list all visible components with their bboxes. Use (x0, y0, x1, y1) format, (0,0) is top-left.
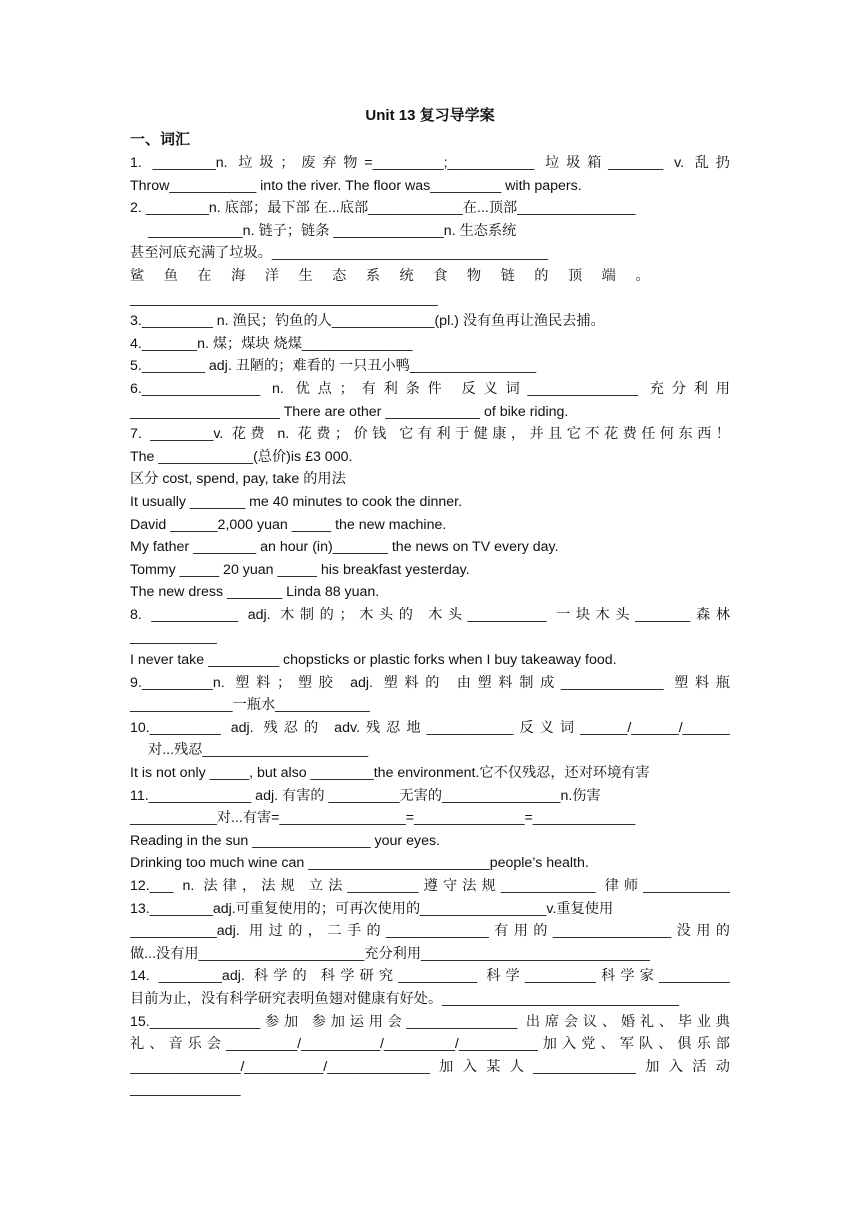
text-line: 9._________n. 塑料；塑胶 adj. 塑料的 由塑料制成_____________ 塑料瓶 (130, 674, 730, 691)
text-line: 1. ________n. 垃圾；废弃物=_________;___________ 垃圾箱_______ v. 乱扔 (130, 155, 730, 171)
text-line: ___________对...有害=________________=______________=_____________ (130, 810, 636, 827)
text-line: _____________一瓶水____________ (130, 697, 370, 714)
text-line: Reading in the sun _______________ your eyes. (130, 832, 441, 849)
text-line: ______________/__________/_____________加入某人_____________加入活动 (130, 1058, 730, 1075)
text-line: 5.________ adj. 丑陋的；难看的 一只丑小鸭________________ (130, 358, 537, 375)
section-heading: 一、词汇 (130, 131, 191, 148)
text-line: 11._____________ adj. 有害的 _________无害的_______________n.伤害 (130, 787, 601, 804)
text-line: ______________ (130, 1081, 241, 1098)
text-line: My father ________ an hour (in)_______ the news on TV every day. (130, 539, 559, 556)
text-line: ___________adj. 用过的，二手的_____________有用的_______________没用的 (130, 923, 730, 940)
text-line: 2. ________n. 底部；最下部 在...底部____________在...顶部_______________ (130, 200, 636, 217)
text-line: The ____________(总价)is £3 000. (130, 448, 353, 465)
text-line: 做...没有用_____________________充分利用_____________________________ (130, 945, 650, 962)
text-line: It is not only _____, but also ________the environment.它不仅残忍，还对环境有害 (130, 765, 650, 782)
text-line: I never take _________ chopsticks or plastic forks when I buy takeaway food. (130, 652, 617, 669)
text-line: ___________________ There are other ____________ of bike riding. (130, 403, 569, 420)
text-line: 10._________ adj. 残忍的 adv.残忍地___________反义词______/______/______ (130, 719, 730, 736)
text-line: 对...残忍_____________________ (148, 742, 369, 759)
text-line: Tommy _____ 20 yuan _____ his breakfast yesterday. (130, 561, 470, 578)
text-line: 4._______n. 煤；煤块 烧煤______________ (130, 335, 413, 352)
text-line: 甚至河底充满了垃圾。___________________________________ (130, 245, 549, 262)
text-line: ___________ (130, 629, 217, 646)
text-line: 区分 cost, spend, pay, take 的用法 (130, 471, 346, 488)
text-line: Throw___________ into the river. The floor was_________ with papers. (130, 177, 582, 194)
text-line: It usually _______ me 40 minutes to cook the dinner. (130, 493, 463, 510)
worksheet-page (130, 104, 730, 1101)
text-line: David ______2,000 yuan _____ the new machine. (130, 516, 447, 533)
text-line: The new dress _______ Linda 88 yuan. (130, 584, 380, 601)
text-line: 3._________ n. 渔民；钓鱼的人_____________(pl.) 没有鱼再让渔民去捕。 (130, 313, 605, 330)
page-title: Unit 13 复习导学案 (365, 107, 495, 124)
text-line: 目前为止，没有科学研究表明鱼翅对健康有好处。______________________________ (130, 990, 679, 1007)
text-line: 14. ________adj. 科学的 科学研究__________ 科学_________科学家_________ (130, 968, 730, 985)
text-line: 12.___ n. 法律，法规 立法_________遵守法规____________ 律师___________ (130, 878, 730, 894)
text-line: 15.______________参加 参加运用会______________ 出席会议、婚礼、毕业典 (130, 1013, 730, 1030)
text-line: 7. ________v. 花费 n. 花费；价钱 它有利于健康，并且它不花费任何东西！ (130, 426, 730, 443)
text-line: ____________n. 链子；链条 ______________n. 生态系统 (148, 222, 517, 239)
text-line: 礼、音乐会_________/__________/_________/__________加入党、军队、俱乐部 (130, 1036, 730, 1053)
text-line: _______________________________________ (130, 290, 438, 307)
text-line: 鲨鱼在海洋生态系统食物链的顶端。 (130, 267, 670, 284)
text-line: 6._______________ n. 优点；有利条件 反义词______________ 充分利用 (130, 380, 730, 397)
text-line: Drinking too much wine can _______________________people’s health. (130, 855, 589, 872)
text-line: 8. ___________ adj. 木制的；木头的 木头__________ 一块木头_______森林 (130, 606, 730, 623)
text-line: 13.________adj.可重复使用的；可再次使用的________________v.重复使用 (130, 900, 614, 917)
